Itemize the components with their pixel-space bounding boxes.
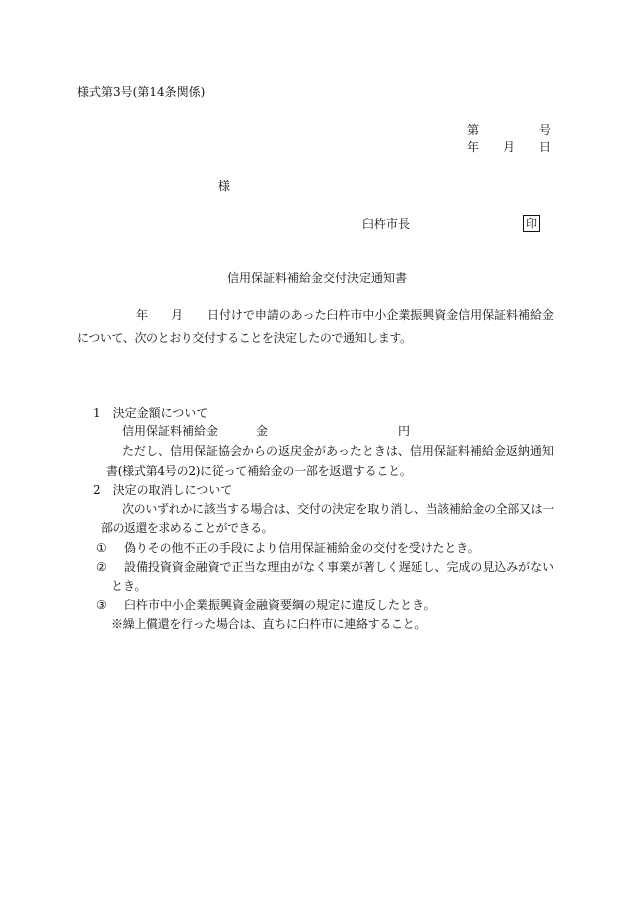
intro-year: 年 [136,308,149,322]
section1-note-line2: 書(様式第4号の2)に従って補給金の一部を返還すること。 [106,464,412,478]
subsidy-item-label: 信用保証料補給金 [122,424,219,438]
list-item-marker: ② [96,560,107,574]
intro-line1-rest: 日付けで申請のあった臼杵市中小企業振興資金信用保証料補給金 [207,308,554,322]
list-item-text: 臼杵市中小企業振興資金融資要綱の規定に違反したとき。 [124,598,436,612]
doc-number-go: 号 [539,123,552,137]
document-title: 信用保証料補給金交付決定通知書 [227,271,408,285]
form-label: 様式第3号(第14条関係) [77,85,206,99]
section1-heading: 1 決定金額について [93,406,209,420]
section2-para-line2: 部の返還を求めることができる。 [101,521,274,535]
issuer-name: 臼杵市長 [362,217,411,231]
intro-month: 月 [171,308,184,322]
doc-date-day: 日 [539,140,552,154]
section2-para-line1: 次のいずれかに該当する場合は、交付の決定を取り消し、当該補給金の全部又は一 [122,502,555,516]
section2-heading: 2 決定の取消しについて [93,483,233,497]
doc-date-year: 年 [467,140,480,154]
currency-prefix: 金 [256,424,269,438]
list-item-text: 偽りその他不正の手段により信用保証補給金の交付を受けたとき。 [124,541,480,555]
list-item-marker: ① [96,541,107,555]
section2-note: ※繰上償還を行った場合は、直ちに臼杵市に連絡すること。 [111,617,427,631]
intro-line2: について、次のとおり交付することを決定したので通知します。 [77,331,412,345]
seal-stamp: 印 [523,215,540,232]
doc-number-dai: 第 [467,123,480,137]
recipient-suffix: 様 [218,179,231,193]
currency-suffix: 円 [398,424,411,438]
list-item-marker: ③ [96,598,107,612]
list-item-text: 設備投資資金融資で正当な理由がなく事業が著しく遅延し、完成の見込みがない [124,560,555,574]
section1-note-line1: ただし、信用保証協会からの返戻金があったときは、信用保証料補給金返納通知 [122,444,554,458]
list-item-text-continued: とき。 [111,579,147,593]
doc-date-month: 月 [503,140,516,154]
